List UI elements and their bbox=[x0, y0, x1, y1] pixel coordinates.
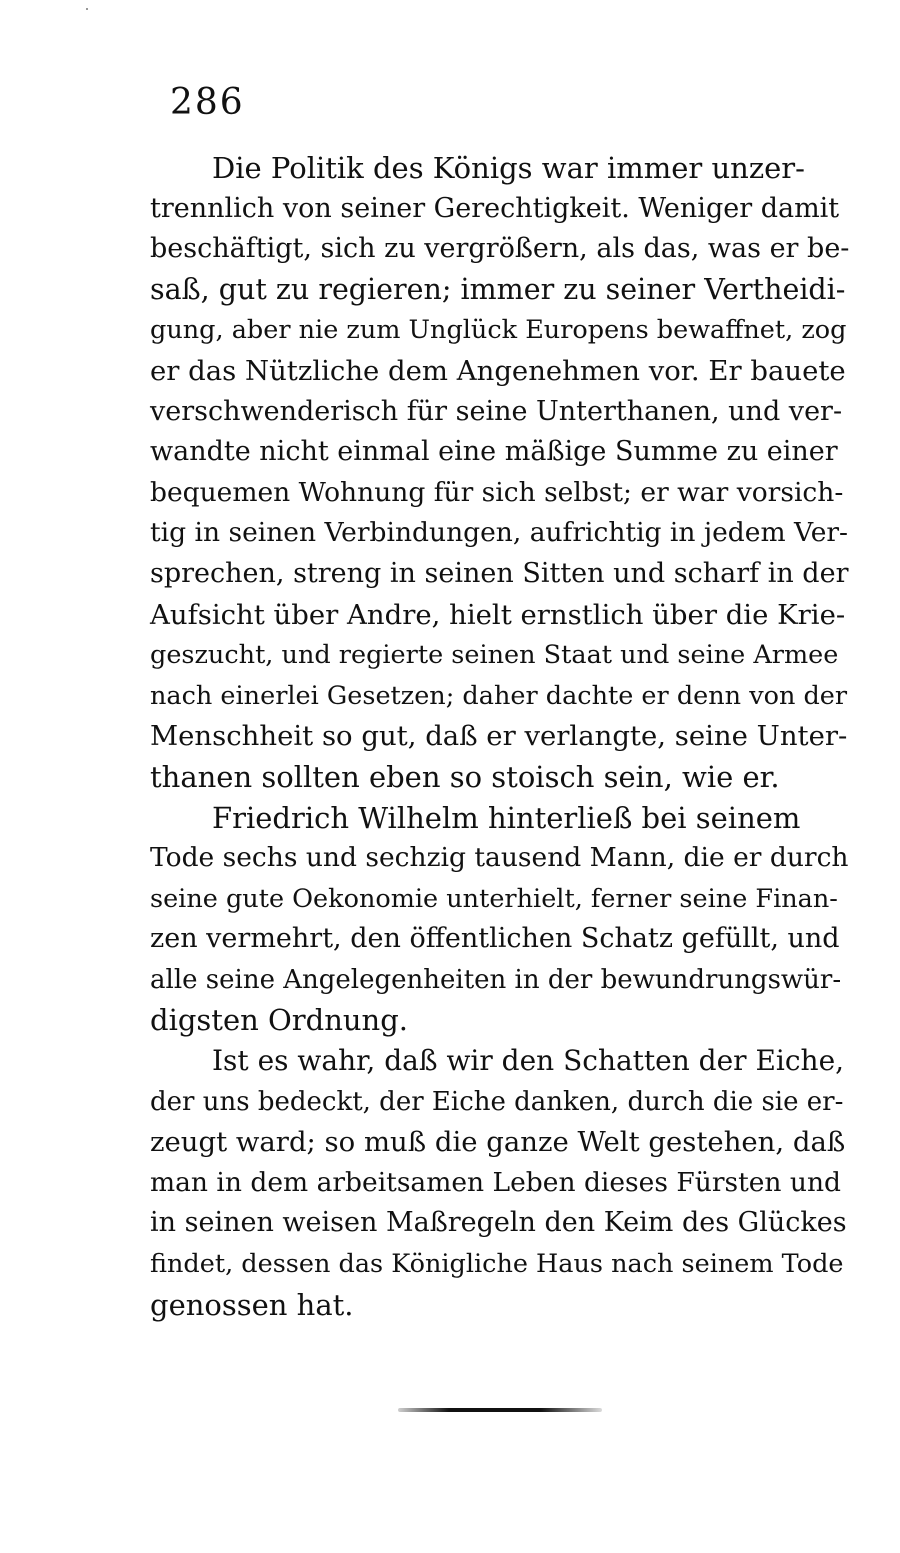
text-line: Friedrich Wilhelm hinterließ bei seinem bbox=[212, 800, 801, 835]
body-text bbox=[150, 148, 860, 1325]
text-line: verschwenderisch für seine Unterthanen, und ver- bbox=[150, 395, 843, 427]
text-line: beschäftigt, sich zu vergrößern, als das, was er be- bbox=[150, 233, 850, 265]
text-line: in seinen weisen Maßregeln den Keim des Glückes bbox=[150, 1207, 847, 1239]
text-line: trennlich von seiner Gerechtigkeit. Weniger damit bbox=[150, 192, 840, 224]
text-line: gung, aber nie zum Unglück Europens bewaffnet, zog bbox=[150, 315, 847, 346]
text-line: Ist es wahr, daß wir den Schatten der Eiche, bbox=[212, 1044, 845, 1078]
text-line: digsten Ordnung. bbox=[150, 1003, 409, 1038]
text-line: tig in seinen Verbindungen, aufrichtig in jedem Ver- bbox=[150, 517, 849, 549]
paragraph-2 bbox=[150, 798, 860, 1042]
text-line: zeugt ward; so muß die ganze Welt gestehen, daß bbox=[150, 1126, 846, 1159]
text-line: Tode sechs und sechzig tausend Mann, die er durch bbox=[150, 842, 849, 874]
text-line: der uns bedeckt, der Eiche danken, durch die sie er- bbox=[150, 1086, 844, 1117]
text-line: Aufsicht über Andre, hielt ernstlich über die Krie- bbox=[150, 598, 846, 631]
text-line: findet, dessen das Königliche Haus nach seinem Tode bbox=[150, 1249, 844, 1280]
text-line: sprechen, streng in seinen Sitten und scharf in der bbox=[150, 557, 849, 589]
paper-speck bbox=[86, 8, 88, 10]
text-line: er das Nützliche dem Angenehmen vor. Er bauete bbox=[150, 354, 846, 387]
text-line: bequemen Wohnung für sich selbst; er war vorsich- bbox=[150, 476, 844, 508]
text-line: zen vermehrt, den öffentlichen Schatz gefüllt, und bbox=[150, 923, 840, 955]
closing-rule bbox=[398, 1408, 602, 1412]
text-line: Menschheit so gut, daß er verlangte, seine Unter- bbox=[150, 720, 848, 753]
paragraph-1 bbox=[150, 148, 860, 798]
text-line: nach einerlei Gesetzen; daher dachte er denn von der bbox=[150, 680, 848, 711]
text-line: wandte nicht einmal eine mäßige Summe zu einer bbox=[150, 436, 838, 468]
text-line: seine gute Oekonomie unterhielt, ferner seine Finan- bbox=[150, 883, 838, 914]
text-line: man in dem arbeitsamen Leben dieses Fürsten und bbox=[150, 1166, 842, 1198]
text-line: Die Politik des Königs war immer unzer- bbox=[212, 151, 805, 185]
page-number: 286 bbox=[170, 82, 245, 123]
text-line: genossen hat. bbox=[150, 1287, 354, 1322]
text-line: geszucht, und regierte seinen Staat und seine Armee bbox=[150, 640, 839, 671]
text-line: saß, gut zu regieren; immer zu seiner Vertheidi- bbox=[150, 272, 846, 306]
text-line: alle seine Angelegenheiten in der bewundrungswür- bbox=[150, 964, 842, 995]
text-line: thanen sollten eben so stoisch sein, wie er. bbox=[150, 759, 780, 794]
paragraph-3 bbox=[150, 1041, 860, 1325]
